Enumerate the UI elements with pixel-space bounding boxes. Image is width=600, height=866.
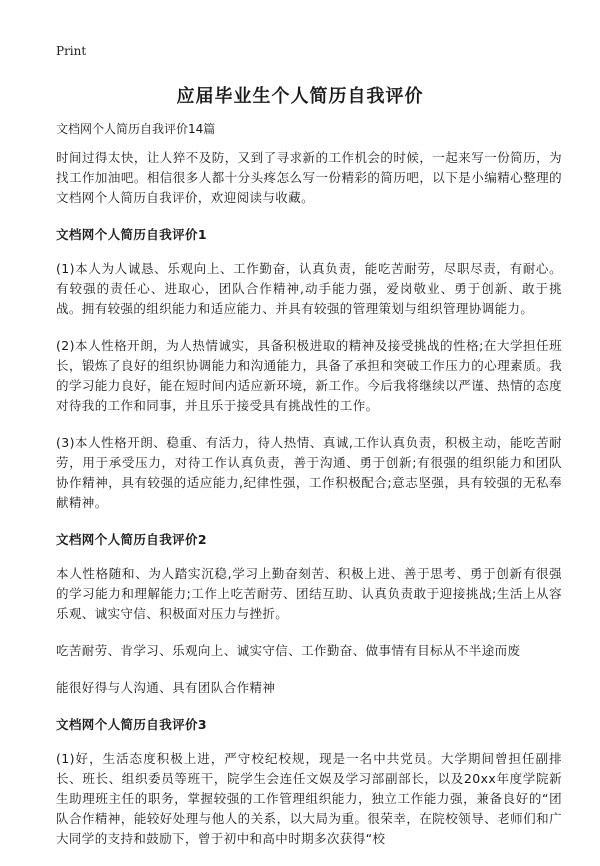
- section-paragraph: 能很好得与人沟通、具有团队合作精神: [56, 680, 276, 695]
- section-heading: 文档网个人简历自我评价2: [56, 532, 207, 547]
- page-title: 应届毕业生个人简历自我评价: [176, 86, 424, 107]
- section-heading: 文档网个人简历自我评价3: [56, 717, 207, 732]
- section-heading: 文档网个人简历自我评价1: [56, 227, 207, 242]
- document-body: [56, 148, 562, 866]
- section-paragraph: (3)本人性格开朗、稳重、有活力，待人热情、真诚,工作认真负责，积极主动，能吃苦耐劳，用于承受压力，对待工作认真负责，善于沟通、勇于创新;有很强的组织能力和团队协作精神，具有较强的适应能力,纪律性强，工作积极配合;意志坚强，具有较强的无私奉献精神。: [56, 435, 562, 510]
- section-paragraph: 吃苦耐劳、肯学习、乐观向上、诚实守信、工作勤奋、做事情有目标从不半途而废: [56, 643, 521, 658]
- intro-paragraph: 时间过得太快，让人猝不及防，又到了寻求新的工作机会的时候，一起来写一份简历，为找工作加油吧。相信很多人都十分头疼怎么写一份精彩的简历吧，以下是小编精心整理的文档网个人简历自我评价，欢迎阅读与收藏。: [56, 150, 562, 205]
- section-paragraph: (1)好，生活态度积极上进，严守校纪校规，现是一名中共党员。大学期间曾担任副排长、班长、组织委员等班干，院学生会连任文娱及学习部副部长，以及20xx年度学院新生助理班主任的职务，掌握较强的工作管理组织能力，独立工作能力强，兼备良好的“团队合作精神，能较好处理与他人的关系，以大局为重。很荣幸，在院校领导、老师们和广大同学的支持和鼓励下，曾于初中和高中时期多次获得“校: [56, 751, 562, 846]
- document-subtitle: 文档网个人简历自我评价14篇: [56, 122, 216, 136]
- section-paragraph: (2)本人性格开朗，为人热情诚实，具备积极进取的精神及接受挑战的性格;在大学担任班长，锻炼了良好的组织协调能力和沟通能力，具备了承担和突破工作压力的心理素质。我的学习能力良好，能在短时间内适应新环境，新工作。今后我将继续以严谨、热情的态度对待我的工作和同事，并且乐于接受具有挑战性的工作。: [56, 338, 562, 413]
- print-link[interactable]: Print: [56, 44, 87, 58]
- section-paragraph: 本人性格随和、为人踏实沉稳,学习上勤奋刻苦、积极上进、善于思考、勇于创新有很强的学习能力和理解能力;工作上吃苦耐劳、团结互助、认真负责敢于迎接挑战;生活上从容乐观、诚实守信、积极面对压力与挫折。: [56, 566, 562, 621]
- section-paragraph: (1)本人为人诚恳、乐观向上、工作勤奋，认真负责，能吃苦耐劳，尽职尽责，有耐心。有较强的责任心、进取心，团队合作精神,动手能力强，爱岗敬业、勇于创新、敢于挑战。拥有较强的组织能力和适应能力、并具有较强的管理策划与组织管理协调能力。: [56, 261, 562, 316]
